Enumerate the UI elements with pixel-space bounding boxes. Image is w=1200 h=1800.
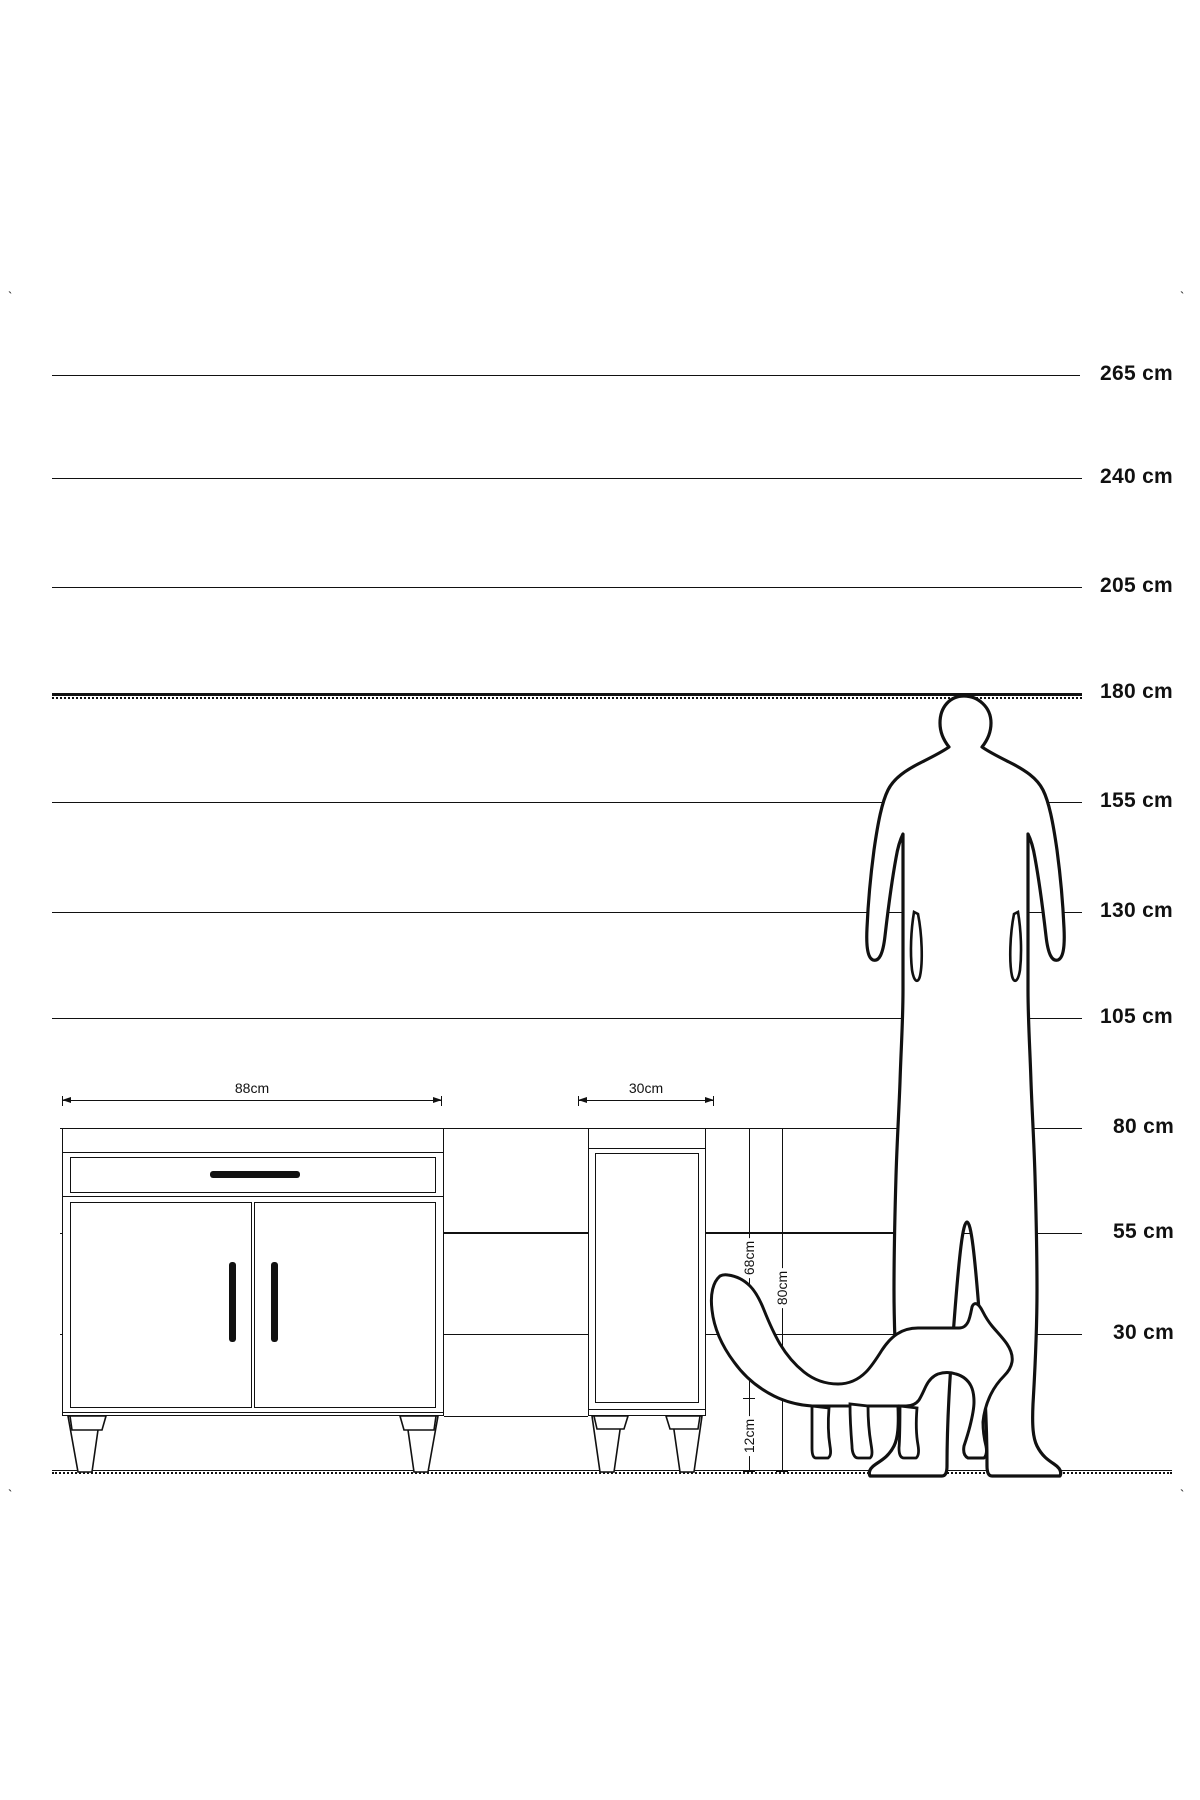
corner-tick-bottom-right: ` xyxy=(1180,1487,1185,1502)
dimension-88cm-text-wrap xyxy=(62,1080,442,1096)
small-cabinet-top-line xyxy=(588,1148,706,1149)
sideboard-door-left xyxy=(70,1202,252,1408)
dimension-30cm xyxy=(578,1080,714,1106)
scale-line-240 xyxy=(52,478,1082,479)
sideboard-base-line xyxy=(62,1412,444,1413)
scale-label-105: 105 cm xyxy=(1100,1005,1174,1028)
dimension-30cm-arrow-right xyxy=(705,1097,714,1103)
shelf-line-upper xyxy=(444,1232,588,1233)
dimension-88cm-bar xyxy=(62,1100,442,1101)
scale-label-30: 30 cm xyxy=(1113,1321,1175,1344)
dimension-30cm-bar xyxy=(578,1100,714,1101)
dimension-30cm-arrow-left xyxy=(578,1097,587,1103)
corner-tick-bottom-left: ` xyxy=(8,1487,13,1502)
cat-figure xyxy=(700,1268,1030,1478)
dimension-68cm-cap-top xyxy=(743,1128,755,1129)
corner-tick-top-right: ` xyxy=(1180,289,1185,304)
scale-label-240: 240 cm xyxy=(1100,465,1174,488)
sideboard-top-slab-line xyxy=(62,1152,444,1153)
sideboard-drawer-handle xyxy=(210,1171,300,1178)
dimension-88cm-text: 88cm xyxy=(230,1080,274,1096)
scale-line-265 xyxy=(52,375,1080,376)
sideboard-legs xyxy=(62,1416,444,1474)
dimension-80cm-cap-top xyxy=(776,1128,788,1129)
dimension-80cm-text: 80cm xyxy=(774,1268,790,1308)
sideboard-door-handle-right xyxy=(271,1262,278,1342)
small-cabinet-door xyxy=(595,1153,699,1403)
scale-label-80: 80 cm xyxy=(1113,1115,1175,1138)
sideboard-door-right xyxy=(254,1202,436,1408)
scale-label-55: 55 cm xyxy=(1113,1220,1175,1243)
dimension-30cm-text: 30cm xyxy=(624,1080,668,1096)
scale-label-130: 130 cm xyxy=(1100,899,1174,922)
dimension-88cm-arrow-left xyxy=(62,1097,71,1103)
corner-tick-top-left: ` xyxy=(8,289,13,304)
dimension-12cm-text: 12cm xyxy=(741,1416,757,1456)
scale-label-180: 180 cm xyxy=(1100,680,1174,703)
shelf-line-lower xyxy=(444,1334,588,1335)
dimension-88cm-arrow-right xyxy=(433,1097,442,1103)
scale-label-155: 155 cm xyxy=(1100,789,1174,812)
scale-label-265: 265 cm xyxy=(1100,362,1174,385)
dimension-68cm-text: 68cm xyxy=(741,1238,757,1278)
scale-line-205 xyxy=(52,587,1082,588)
sideboard-drawer-bottom-line xyxy=(62,1196,444,1197)
sideboard-door-handle-left xyxy=(229,1262,236,1342)
dimension-30cm-text-wrap xyxy=(578,1080,714,1096)
small-cabinet-legs xyxy=(588,1416,706,1474)
dimension-88cm xyxy=(62,1080,442,1106)
shelf-line-base xyxy=(444,1416,588,1417)
scale-label-205: 205 cm xyxy=(1100,574,1174,597)
small-cabinet-base-line xyxy=(588,1409,706,1410)
